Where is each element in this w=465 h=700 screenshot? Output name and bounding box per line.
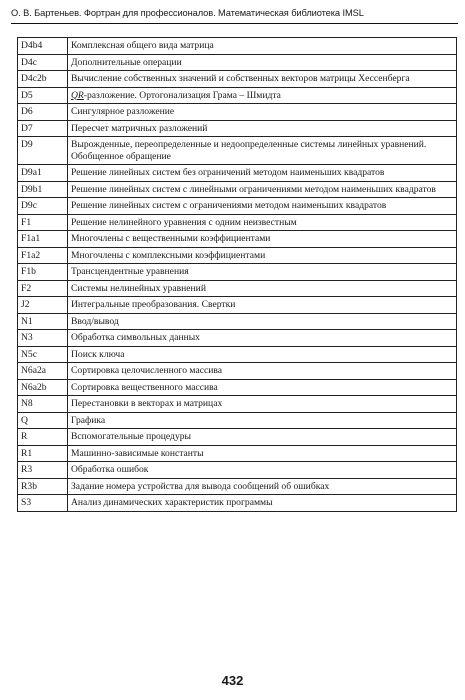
table-row <box>18 165 457 182</box>
class-code-cell: J2 <box>18 297 68 314</box>
class-description-cell: Многочлены с комплексными коэффициентами <box>68 247 457 264</box>
class-description-cell: Анализ динамических характеристик программы <box>68 495 457 512</box>
class-description-cell: Вырожденные, переопределенные и недоопределенные системы линейных уравнений. Обобщенное обращение <box>68 137 457 165</box>
table-row <box>18 330 457 347</box>
class-code-cell: S3 <box>18 495 68 512</box>
class-description-cell: Поиск ключа <box>68 346 457 363</box>
class-description-cell <box>68 87 457 104</box>
table-row <box>18 214 457 231</box>
class-description-cell: Комплексная общего вида матрица <box>68 38 457 55</box>
class-code-cell: R3 <box>18 462 68 479</box>
class-description-cell: Машинно-зависимые константы <box>68 445 457 462</box>
class-code-cell: D9c <box>18 198 68 215</box>
class-code-cell: R3b <box>18 478 68 495</box>
description-text: -разложение. Ортогонализация Грама – Шмидта <box>83 89 281 101</box>
table-row <box>18 280 457 297</box>
table-row <box>18 198 457 215</box>
class-code-cell: D9 <box>18 137 68 165</box>
class-code-cell: R1 <box>18 445 68 462</box>
class-code-cell: N6a2a <box>18 363 68 380</box>
class-description-cell: Интегральные преобразования. Свертки <box>68 297 457 314</box>
class-description-cell: Пересчет матричных разложений <box>68 120 457 137</box>
class-description-cell: Сортировка вещественного массива <box>68 379 457 396</box>
table-row <box>18 38 457 55</box>
table-row <box>18 104 457 121</box>
description-prefix: QR <box>71 89 84 101</box>
class-code-cell: N6a2b <box>18 379 68 396</box>
table-row <box>18 363 457 380</box>
class-description-cell: Сортировка целочисленного массива <box>68 363 457 380</box>
table-row <box>18 429 457 446</box>
header-rule <box>11 23 458 24</box>
classification-table-body <box>18 38 457 512</box>
class-code-cell: D9a1 <box>18 165 68 182</box>
class-description-cell: Решение линейных систем с линейными ограничениями методом наименьших квадратов <box>68 181 457 198</box>
class-code-cell: F1a2 <box>18 247 68 264</box>
class-description-cell: Обработка ошибок <box>68 462 457 479</box>
class-description-cell: Многочлены с вещественными коэффициентами <box>68 231 457 248</box>
class-description-cell: Ввод/вывод <box>68 313 457 330</box>
class-code-cell: F2 <box>18 280 68 297</box>
class-code-cell: F1b <box>18 264 68 281</box>
class-description-cell: Дополнительные операции <box>68 54 457 71</box>
class-code-cell: N8 <box>18 396 68 413</box>
class-description-cell: Трансцендентные уравнения <box>68 264 457 281</box>
class-code-cell: D4c2b <box>18 71 68 88</box>
running-header: О. В. Бартеньев. Фортран для профессионалов. Математическая библиотека IMSL <box>11 8 364 18</box>
table-row <box>18 54 457 71</box>
class-description-cell: Графика <box>68 412 457 429</box>
class-code-cell: Q <box>18 412 68 429</box>
table-row <box>18 412 457 429</box>
class-code-cell: D5 <box>18 87 68 104</box>
class-description-cell: Обработка символьных данных <box>68 330 457 347</box>
table-row <box>18 379 457 396</box>
class-description-cell: Решение линейных систем без ограничений методом наименьших квадратов <box>68 165 457 182</box>
table-row <box>18 87 457 104</box>
class-description-cell: Вспомогательные процедуры <box>68 429 457 446</box>
table-row <box>18 247 457 264</box>
table-row <box>18 71 457 88</box>
page-number: 432 <box>221 673 244 688</box>
class-code-cell: F1a1 <box>18 231 68 248</box>
class-description-cell: Системы нелинейных уравнений <box>68 280 457 297</box>
class-code-cell: N1 <box>18 313 68 330</box>
table-row <box>18 137 457 165</box>
class-code-cell: F1 <box>18 214 68 231</box>
class-description-cell: Перестановки в векторах и матрицах <box>68 396 457 413</box>
table-row <box>18 264 457 281</box>
table-row <box>18 181 457 198</box>
class-code-cell: R <box>18 429 68 446</box>
class-description-cell: Решение нелинейного уравнения с одним неизвестным <box>68 214 457 231</box>
class-code-cell: D6 <box>18 104 68 121</box>
class-code-cell: D4b4 <box>18 38 68 55</box>
table-row <box>18 445 457 462</box>
class-description-cell: Задание номера устройства для вывода сообщений об ошибках <box>68 478 457 495</box>
class-code-cell: D4c <box>18 54 68 71</box>
class-description-cell: Вычисление собственных значений и собственных векторов матрицы Хессенберга <box>68 71 457 88</box>
table-row <box>18 396 457 413</box>
table-row <box>18 495 457 512</box>
class-code-cell: N5c <box>18 346 68 363</box>
table-row <box>18 120 457 137</box>
table-row <box>18 231 457 248</box>
classification-table <box>17 37 457 512</box>
class-code-cell: D9b1 <box>18 181 68 198</box>
class-code-cell: N3 <box>18 330 68 347</box>
table-row <box>18 313 457 330</box>
table-row <box>18 462 457 479</box>
class-description-cell: Решение линейных систем с ограничениями методом наименьших квадратов <box>68 198 457 215</box>
table-row <box>18 478 457 495</box>
table-row <box>18 346 457 363</box>
class-description-cell: Сингулярное разложение <box>68 104 457 121</box>
class-code-cell: D7 <box>18 120 68 137</box>
table-row <box>18 297 457 314</box>
